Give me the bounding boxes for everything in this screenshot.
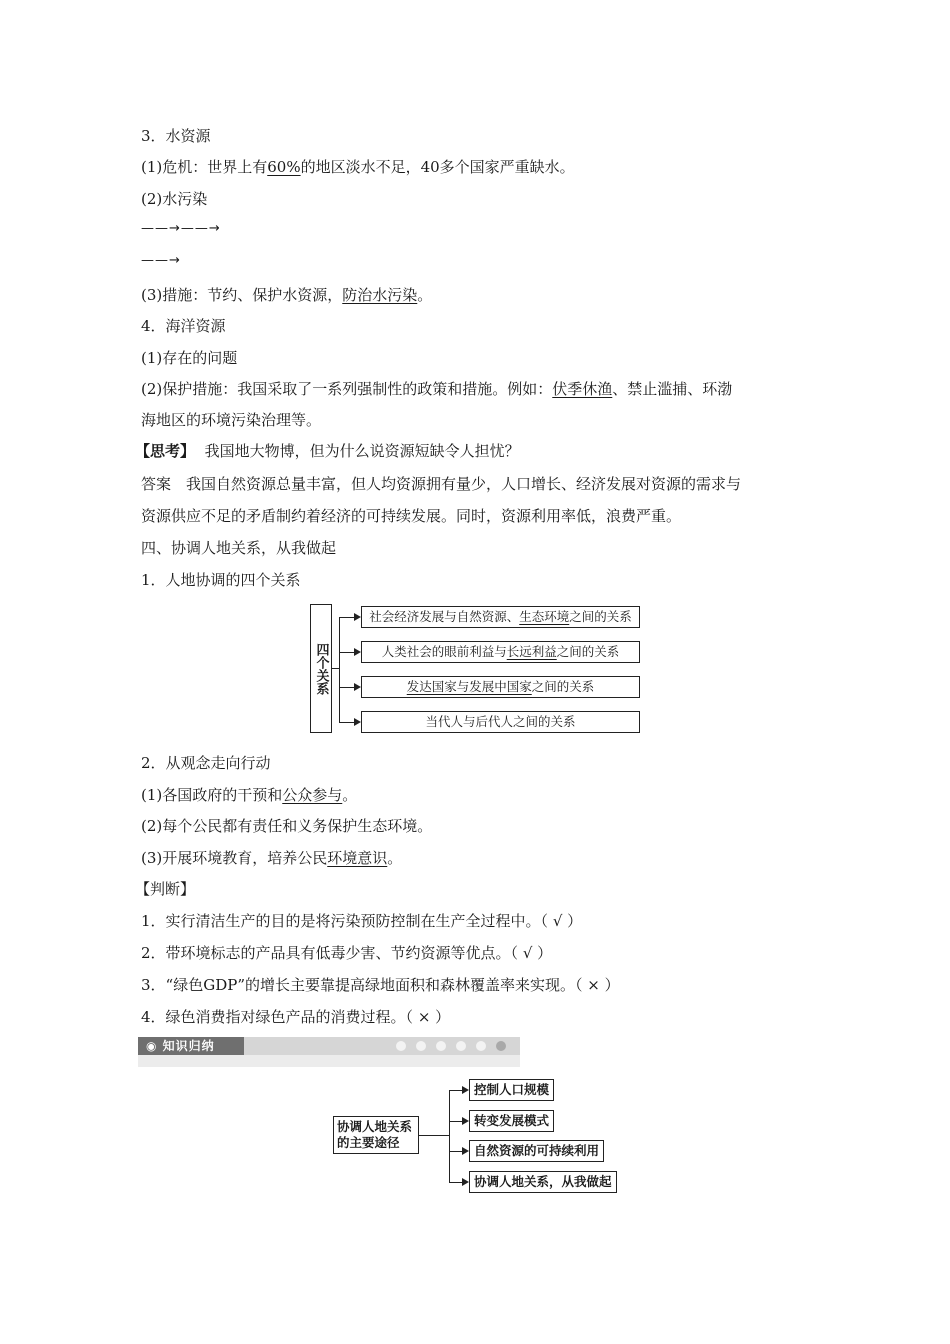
relation-2-blank: 长远利益 bbox=[506, 644, 557, 659]
water-measures-text-b: 。 bbox=[417, 286, 433, 304]
concept-2: (2)每个公民都有责任和义务保护生态环境。 bbox=[141, 817, 433, 835]
think-text: 我国地大物博，但为什么说资源短缺令人担忧？ bbox=[204, 442, 520, 460]
judge-item-2: 2．带环境标志的产品具有低毒少害、节约资源等优点。（ √ ） bbox=[141, 944, 553, 962]
relation-3-text-b: 之间的关系 bbox=[531, 679, 595, 694]
ocean-protect-text-b: 、禁止滥捕、环渤 bbox=[612, 380, 733, 398]
relation-box-3 bbox=[361, 676, 640, 698]
connector bbox=[449, 1121, 462, 1122]
connector bbox=[332, 668, 339, 669]
concept-3 bbox=[141, 848, 402, 868]
relation-1-text-a: 社会经济发展与自然资源、 bbox=[369, 609, 520, 624]
relation-box-1 bbox=[361, 606, 640, 628]
water-crisis-text-a: (1)危机：世界上有 bbox=[141, 158, 268, 176]
water-crisis-text-b: 的地区淡水不足，40多个国家严重缺水。 bbox=[300, 158, 575, 176]
arrow-icon bbox=[354, 648, 361, 656]
flow-arrow-row-1: ——→——→ bbox=[141, 221, 221, 236]
connector bbox=[449, 1182, 462, 1183]
target-icon: ◉ bbox=[146, 1039, 158, 1053]
connector bbox=[449, 1151, 462, 1152]
water-measures-blank: 防治水污染 bbox=[342, 286, 418, 304]
ocean-protect-blank: 伏季休渔 bbox=[552, 380, 613, 398]
relation-2-text-a: 人类社会的眼前利益与 bbox=[381, 644, 507, 659]
concept-3-text-a: (3)开展环境教育，培养公民 bbox=[141, 849, 328, 867]
arrow-icon bbox=[354, 718, 361, 726]
path-box-4: 协调人地关系，从我做起 bbox=[469, 1171, 617, 1193]
connector bbox=[339, 722, 354, 723]
concept-1 bbox=[141, 785, 357, 805]
ocean-protect-text-a: (2)保护措施：我国采取了一系列强制性的政策和措施。例如： bbox=[141, 380, 553, 398]
four-relations-label-text: 四个关系 bbox=[313, 642, 329, 695]
four-relations-title: 1．人地协调的四个关系 bbox=[141, 571, 301, 589]
dot-icon bbox=[396, 1041, 406, 1051]
concept-1-blank: 公众参与 bbox=[282, 786, 343, 804]
concept-3-text-b: 。 bbox=[387, 849, 403, 867]
answer-line-2: 资源供应不足的矛盾制约着经济的可持续发展。同时，资源利用率低，浪费严重。 bbox=[141, 507, 682, 525]
dot-icon bbox=[496, 1041, 506, 1051]
judge-item-3: 3．“绿色GDP”的增长主要靠提高绿地面积和森林覆盖率来实现。（ × ） bbox=[141, 976, 620, 994]
connector bbox=[339, 687, 354, 688]
arrow-icon bbox=[462, 1147, 469, 1155]
relation-box-2 bbox=[361, 641, 640, 663]
arrow-icon bbox=[354, 613, 361, 621]
dot-icon bbox=[436, 1041, 446, 1051]
water-measures bbox=[141, 285, 432, 305]
concept-3-blank: 环境意识 bbox=[327, 849, 388, 867]
concept-1-text-a: (1)各国政府的干预和 bbox=[141, 786, 283, 804]
water-pollution: (2)水污染 bbox=[141, 190, 208, 208]
arrow-icon bbox=[354, 683, 361, 691]
relation-3-blank: 发达国家与发展中国家 bbox=[406, 679, 532, 694]
relation-1-text-b: 之间的关系 bbox=[569, 609, 632, 624]
dot-icon bbox=[416, 1041, 426, 1051]
dot-icon bbox=[476, 1041, 486, 1051]
water-crisis bbox=[141, 157, 575, 177]
banner-label bbox=[138, 1037, 244, 1055]
concept-title: 2．从观念走向行动 bbox=[141, 754, 271, 772]
main-paths-label: 协调人地关系的主要途径 bbox=[333, 1116, 419, 1154]
answer-line-1: 答案 我国自然资源总量丰富，但人均资源拥有量少，人口增长、经济发展对资源的需求与 bbox=[141, 475, 742, 493]
relation-2-text-b: 之间的关系 bbox=[556, 644, 620, 659]
banner-label-text: 知识归纳 bbox=[162, 1039, 215, 1053]
relation-4-text: 当代人与后代人之间的关系 bbox=[425, 714, 576, 729]
judge-item-4: 4．绿色消费指对绿色产品的消费过程。（ × ） bbox=[141, 1008, 451, 1026]
think-tag: 【思考】 bbox=[135, 442, 196, 460]
think-question bbox=[135, 441, 520, 461]
path-box-3: 自然资源的可持续利用 bbox=[469, 1140, 604, 1162]
connector bbox=[339, 617, 354, 618]
flow-arrow-row-2: ——→ bbox=[141, 253, 181, 268]
ocean-problems: (1)存在的问题 bbox=[141, 349, 238, 367]
connector bbox=[449, 1090, 462, 1091]
ocean-title: 4．海洋资源 bbox=[141, 317, 226, 335]
judge-item-1: 1．实行清洁生产的目的是将污染预防控制在生产全过程中。（ √ ） bbox=[141, 912, 583, 930]
four-relations-label bbox=[310, 604, 332, 733]
part4-title: 四、协调人地关系，从我做起 bbox=[141, 539, 337, 557]
path-box-2: 转变发展模式 bbox=[469, 1110, 554, 1132]
dot-icon bbox=[456, 1041, 466, 1051]
path-box-1: 控制人口规模 bbox=[469, 1079, 554, 1101]
water-crisis-blank: 60% bbox=[267, 158, 301, 176]
ocean-protect bbox=[141, 379, 732, 399]
connector bbox=[339, 617, 340, 723]
water-measures-text-a: (3)措施：节约、保护水资源， bbox=[141, 286, 343, 304]
water-title: 3．水资源 bbox=[141, 127, 211, 145]
arrow-icon bbox=[462, 1178, 469, 1186]
judge-tag: 【判断】 bbox=[135, 880, 196, 898]
concept-1-text-b: 。 bbox=[342, 786, 358, 804]
knowledge-summary-banner bbox=[138, 1037, 520, 1067]
banner-shadow bbox=[138, 1055, 520, 1067]
arrow-icon bbox=[462, 1086, 469, 1094]
ocean-protect-cont: 海地区的环境污染治理等。 bbox=[141, 411, 322, 429]
relation-1-blank: 生态环境 bbox=[519, 609, 570, 624]
connector bbox=[419, 1135, 449, 1136]
relation-box-4 bbox=[361, 711, 640, 733]
connector bbox=[449, 1090, 450, 1182]
connector bbox=[339, 652, 354, 653]
arrow-icon bbox=[462, 1117, 469, 1125]
